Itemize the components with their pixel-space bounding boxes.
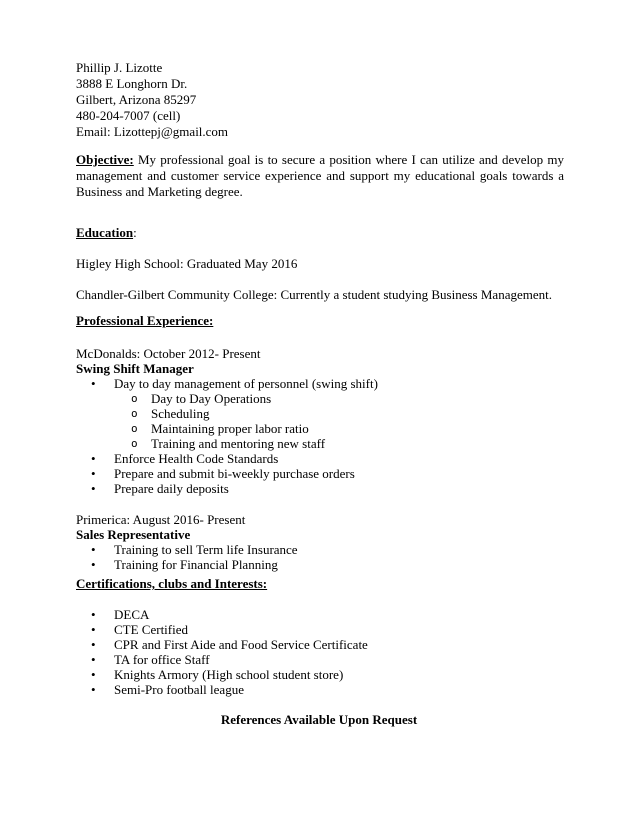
list-item: • Training to sell Term life Insurance xyxy=(91,542,298,557)
contact-address-line2: Gilbert, Arizona 85297 xyxy=(76,92,197,107)
list-item: • Knights Armory (High school student store) xyxy=(91,667,344,682)
list-item: • CTE Certified xyxy=(91,622,189,637)
contact-block xyxy=(76,60,228,140)
job-duties-list xyxy=(76,451,378,496)
references-note: References Available Upon Request xyxy=(220,712,418,727)
certifications-heading: Certifications, clubs and Interests: xyxy=(76,576,268,591)
bullet-icon: • xyxy=(91,451,96,466)
experience-section xyxy=(76,313,378,572)
contact-name: Phillip J. Lizotte xyxy=(76,60,163,75)
bullet-icon: • xyxy=(91,637,96,652)
list-item: • Prepare and submit bi-weekly purchase orders xyxy=(91,466,355,481)
list-item: o Training and mentoring new staff xyxy=(131,436,326,451)
bullet-icon: • xyxy=(91,481,96,496)
experience-heading: Professional Experience: xyxy=(76,313,214,328)
list-item: • Semi-Pro football league xyxy=(91,682,244,697)
bullet-icon: • xyxy=(91,607,96,622)
bullet-icon: • xyxy=(91,542,96,557)
contact-email: Email: Lizottepj@gmail.com xyxy=(76,124,229,139)
objective-heading: Objective: xyxy=(76,152,134,167)
job-title: Sales Representative xyxy=(76,527,191,542)
certifications-section xyxy=(76,576,368,697)
contact-phone: 480-204-7007 (cell) xyxy=(76,108,181,123)
list-item: • TA for office Staff xyxy=(91,652,210,667)
bullet-icon: • xyxy=(91,667,96,682)
list-item: o Scheduling xyxy=(131,406,210,421)
list-item: • CPR and First Aide and Food Service Certificate xyxy=(91,637,368,652)
bullet-icon: • xyxy=(91,622,96,637)
bullet-icon: • xyxy=(91,682,96,697)
job-title: Swing Shift Manager xyxy=(76,361,194,376)
education-item: Chandler-Gilbert Community College: Currently a student studying Business Management. xyxy=(76,287,552,302)
job-entry xyxy=(76,512,378,572)
list-item: • Enforce Health Code Standards xyxy=(91,451,279,466)
sub-bullet-icon: o xyxy=(131,407,138,420)
sub-bullet-icon: o xyxy=(131,392,138,405)
job-entry xyxy=(76,346,378,496)
education-section xyxy=(76,225,552,302)
job-employer: McDonalds: October 2012- Present xyxy=(76,346,261,361)
objective-text: My professional goal is to secure a position where I can utilize and develop my management and customer service experience and support my educational goals towards a Business and Marketing degree. xyxy=(76,152,564,199)
sub-bullet-icon: o xyxy=(131,422,138,435)
education-heading: Education xyxy=(76,225,134,240)
objective-section xyxy=(76,152,564,200)
education-heading-suffix: : xyxy=(133,225,137,240)
bullet-icon: • xyxy=(91,466,96,481)
job-duties-list xyxy=(76,542,378,572)
sub-bullet-icon: o xyxy=(131,437,138,450)
bullet-icon: • xyxy=(91,557,96,572)
job-duties-list xyxy=(76,376,378,391)
certifications-list xyxy=(76,607,368,697)
bullet-icon: • xyxy=(91,652,96,667)
job-employer: Primerica: August 2016- Present xyxy=(76,512,246,527)
list-item: o Day to Day Operations xyxy=(131,391,272,406)
bullet-icon: • xyxy=(91,376,96,391)
list-item: • Day to day management of personnel (swing shift) xyxy=(91,376,378,391)
job-subduties-list xyxy=(76,391,378,451)
list-item: • Training for Financial Planning xyxy=(91,557,278,572)
contact-address-line1: 3888 E Longhorn Dr. xyxy=(76,76,188,91)
list-item: • DECA xyxy=(91,607,150,622)
education-item: Higley High School: Graduated May 2016 xyxy=(76,256,298,271)
list-item: • Prepare daily deposits xyxy=(91,481,229,496)
list-item: o Maintaining proper labor ratio xyxy=(131,421,309,436)
